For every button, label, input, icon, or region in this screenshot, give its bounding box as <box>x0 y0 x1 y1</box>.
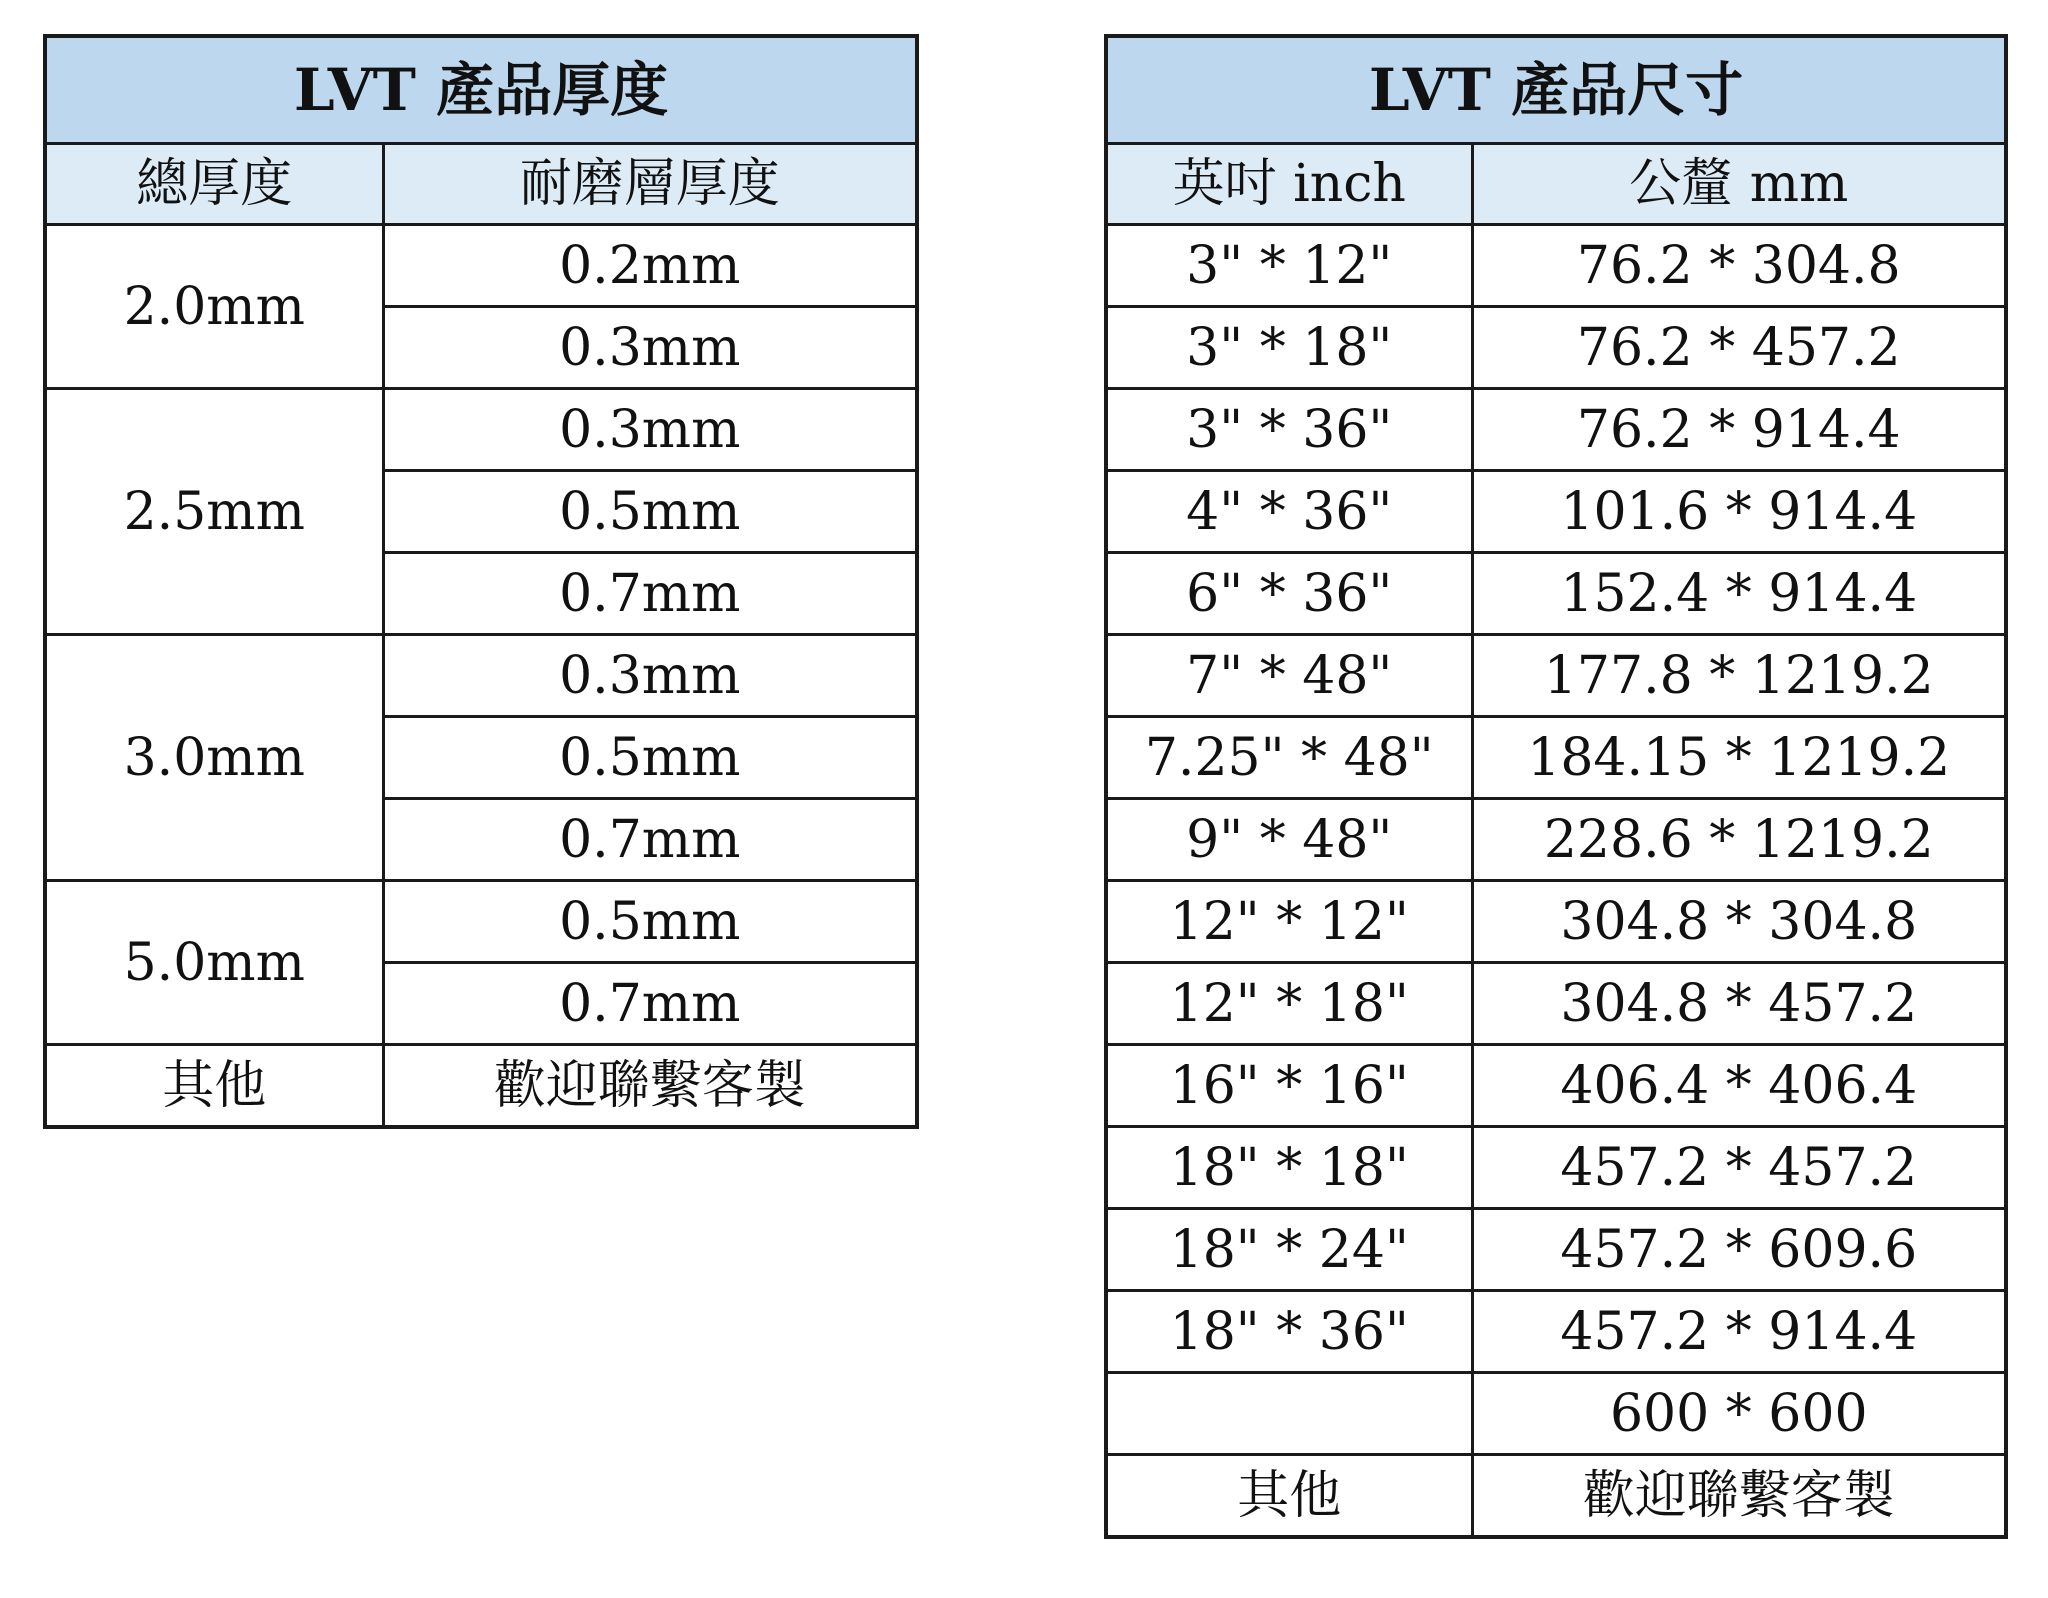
inch-cell: 6" * 36" <box>1106 553 1472 635</box>
mm-cell: 184.15 * 1219.2 <box>1472 717 2006 799</box>
mm-cell: 101.6 * 914.4 <box>1472 471 2006 553</box>
mm-cell: 152.4 * 914.4 <box>1472 553 2006 635</box>
inch-cell: 18" * 18" <box>1106 1127 1472 1209</box>
wear-layer-cell: 0.7mm <box>383 553 917 635</box>
other-value-cell: 歡迎聯繫客製 <box>383 1045 917 1128</box>
other-label-cell: 其他 <box>45 1045 383 1128</box>
inch-cell: 9" * 48" <box>1106 799 1472 881</box>
inch-cell: 7" * 48" <box>1106 635 1472 717</box>
total-thickness-cell: 2.0mm <box>45 225 383 389</box>
mm-cell: 76.2 * 457.2 <box>1472 307 2006 389</box>
table-row <box>1106 1127 2006 1209</box>
wear-layer-cell: 0.5mm <box>383 471 917 553</box>
wear-layer-cell: 0.7mm <box>383 963 917 1045</box>
mm-cell: 304.8 * 457.2 <box>1472 963 2006 1045</box>
inch-cell: 3" * 18" <box>1106 307 1472 389</box>
mm-cell: 177.8 * 1219.2 <box>1472 635 2006 717</box>
wear-layer-cell: 0.5mm <box>383 881 917 963</box>
total-thickness-cell: 5.0mm <box>45 881 383 1045</box>
table-row <box>1106 1455 2006 1538</box>
inch-cell: 12" * 12" <box>1106 881 1472 963</box>
inch-cell: 12" * 18" <box>1106 963 1472 1045</box>
wear-layer-cell: 0.2mm <box>383 225 917 307</box>
inch-cell <box>1106 1373 1472 1455</box>
wear-layer-cell: 0.3mm <box>383 307 917 389</box>
table-row <box>1106 881 2006 963</box>
table-row <box>1106 717 2006 799</box>
header-mm: 公釐 mm <box>1472 144 2006 225</box>
wear-layer-cell: 0.3mm <box>383 389 917 471</box>
table-row <box>1106 635 2006 717</box>
inch-cell: 16" * 16" <box>1106 1045 1472 1127</box>
thickness-table <box>43 34 919 1129</box>
table-row <box>1106 225 2006 307</box>
mm-cell: 228.6 * 1219.2 <box>1472 799 2006 881</box>
mm-cell: 457.2 * 914.4 <box>1472 1291 2006 1373</box>
mm-cell: 457.2 * 457.2 <box>1472 1127 2006 1209</box>
header-total-thickness: 總厚度 <box>45 144 383 225</box>
header-inch: 英吋 inch <box>1106 144 1472 225</box>
other-value-cell: 歡迎聯繫客製 <box>1472 1455 2006 1538</box>
other-label-cell: 其他 <box>1106 1455 1472 1538</box>
table-row <box>45 1045 917 1128</box>
inch-cell: 7.25" * 48" <box>1106 717 1472 799</box>
mm-cell: 304.8 * 304.8 <box>1472 881 2006 963</box>
table-row <box>45 635 917 717</box>
total-thickness-cell: 3.0mm <box>45 635 383 881</box>
table-row <box>1106 307 2006 389</box>
table-row <box>1106 1291 2006 1373</box>
mm-cell: 76.2 * 914.4 <box>1472 389 2006 471</box>
wear-layer-cell: 0.5mm <box>383 717 917 799</box>
total-thickness-cell: 2.5mm <box>45 389 383 635</box>
inch-cell: 3" * 36" <box>1106 389 1472 471</box>
table-row <box>1106 553 2006 635</box>
mm-cell: 600 * 600 <box>1472 1373 2006 1455</box>
inch-cell: 18" * 36" <box>1106 1291 1472 1373</box>
table-row <box>1106 1209 2006 1291</box>
inch-cell: 18" * 24" <box>1106 1209 1472 1291</box>
table-row <box>1106 1373 2006 1455</box>
table-row <box>1106 389 2006 471</box>
table-row <box>45 389 917 471</box>
inch-cell: 3" * 12" <box>1106 225 1472 307</box>
wear-layer-cell: 0.7mm <box>383 799 917 881</box>
mm-cell: 457.2 * 609.6 <box>1472 1209 2006 1291</box>
thickness-table-title: LVT 產品厚度 <box>45 36 917 144</box>
table-row <box>1106 963 2006 1045</box>
table-row <box>1106 1045 2006 1127</box>
inch-cell: 4" * 36" <box>1106 471 1472 553</box>
table-row <box>45 225 917 307</box>
size-table <box>1104 34 2008 1539</box>
wear-layer-cell: 0.3mm <box>383 635 917 717</box>
table-row <box>45 881 917 963</box>
header-wear-layer-thickness: 耐磨層厚度 <box>383 144 917 225</box>
table-row <box>1106 471 2006 553</box>
mm-cell: 406.4 * 406.4 <box>1472 1045 2006 1127</box>
mm-cell: 76.2 * 304.8 <box>1472 225 2006 307</box>
table-row <box>1106 799 2006 881</box>
size-table-title: LVT 產品尺寸 <box>1106 36 2006 144</box>
